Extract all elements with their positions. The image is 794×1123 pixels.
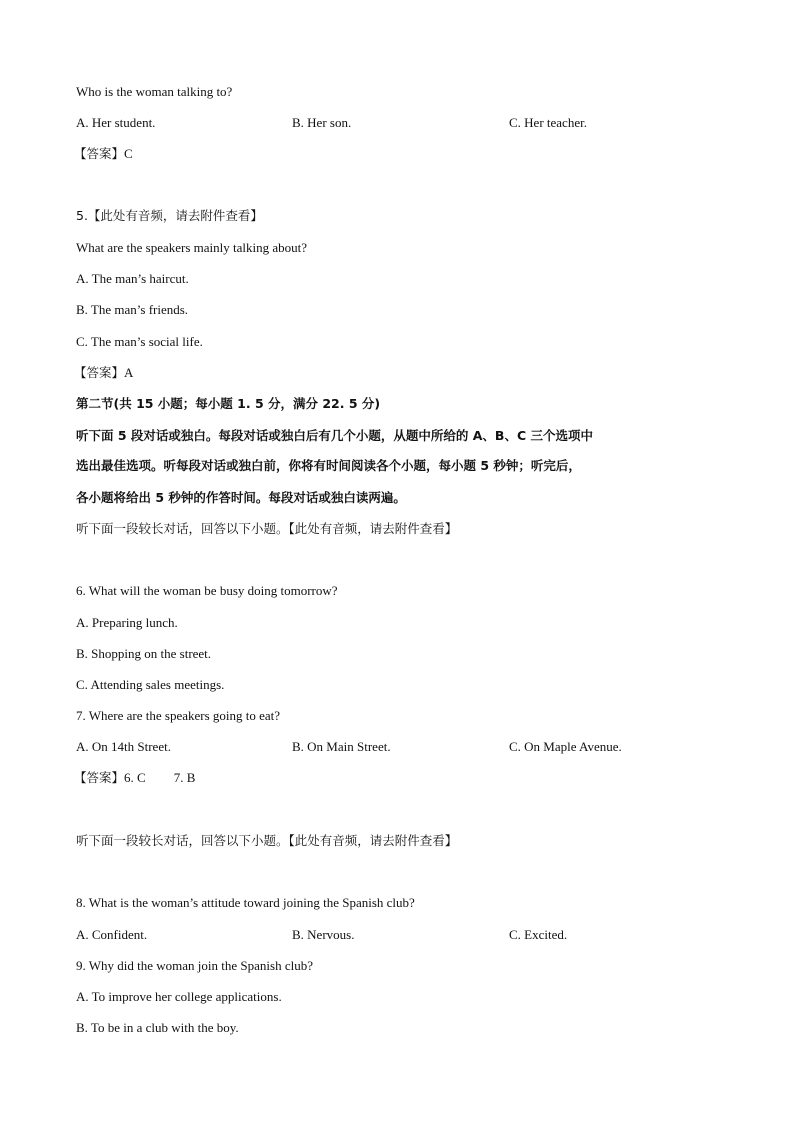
- question-stem: Who is the woman talking to?: [76, 84, 233, 99]
- answer-value: C: [124, 146, 133, 161]
- answer-value: 6. C: [124, 770, 146, 785]
- option-a: A. On 14th Street.: [76, 739, 171, 754]
- option-a: A. The man’s haircut.: [76, 271, 189, 286]
- answer-value: 7. B: [173, 770, 196, 785]
- answer-value: A: [124, 365, 134, 380]
- question-stem: What are the speakers mainly talking about?: [76, 240, 308, 255]
- option-b: B. On Main Street.: [292, 739, 391, 754]
- option-c: C. Attending sales meetings.: [76, 677, 225, 692]
- option-b: B. To be in a club with the boy.: [76, 1020, 239, 1035]
- question-stem: 6. What will the woman be busy doing tomorrow?: [76, 583, 338, 598]
- option-c: C. Excited.: [509, 927, 568, 942]
- answer-line: [74, 365, 133, 381]
- option-a: A. Confident.: [76, 927, 148, 942]
- dialogue-intro: 听下面一段较长对话，回答以下小题。【此处有音频，请去附件查看】: [76, 833, 458, 848]
- dialogue-intro: 听下面一段较长对话，回答以下小题。【此处有音频，请去附件查看】: [76, 521, 458, 536]
- option-c: C. Her teacher.: [509, 115, 587, 130]
- question-stem: 7. Where are the speakers going to eat?: [76, 708, 281, 723]
- question-stem: 9. Why did the woman join the Spanish club?: [76, 958, 313, 973]
- option-a: A. Her student.: [76, 115, 156, 130]
- option-a: A. To improve her college applications.: [76, 989, 282, 1004]
- option-a: A. Preparing lunch.: [76, 615, 178, 630]
- option-c: C. On Maple Avenue.: [509, 739, 622, 754]
- option-b: B. Shopping on the street.: [76, 646, 212, 661]
- answer-line: [74, 146, 133, 162]
- section-instructions-line: 选出最佳选项。听每段对话或独白前，你将有时间阅读各个小题，每小题 5 秒钟；听完后，: [76, 458, 581, 473]
- section-title: 第二节(共 15 小题；每小题 1. 5 分，满分 22. 5 分): [76, 396, 381, 411]
- section-instructions-line: 各小题将给出 5 秒钟的作答时间。每段对话或独白读两遍。: [76, 490, 406, 505]
- option-c: C. The man’s social life.: [76, 334, 203, 349]
- audio-prompt: 5.【此处有音频，请去附件查看】: [76, 208, 263, 223]
- answer-line: [74, 770, 195, 786]
- answer-label: 【答案】: [74, 146, 125, 161]
- section-instructions-line: 听下面 5 段对话或独白。每段对话或独白后有几个小题，从题中所给的 A、B、C 三个选项中: [76, 428, 593, 443]
- option-b: B. Her son.: [292, 115, 352, 130]
- answer-label: 【答案】: [74, 770, 125, 785]
- question-stem: 8. What is the woman’s attitude toward joining the Spanish club?: [76, 895, 415, 910]
- answer-label: 【答案】: [74, 365, 125, 380]
- option-b: B. The man’s friends.: [76, 302, 189, 317]
- option-b: B. Nervous.: [292, 927, 355, 942]
